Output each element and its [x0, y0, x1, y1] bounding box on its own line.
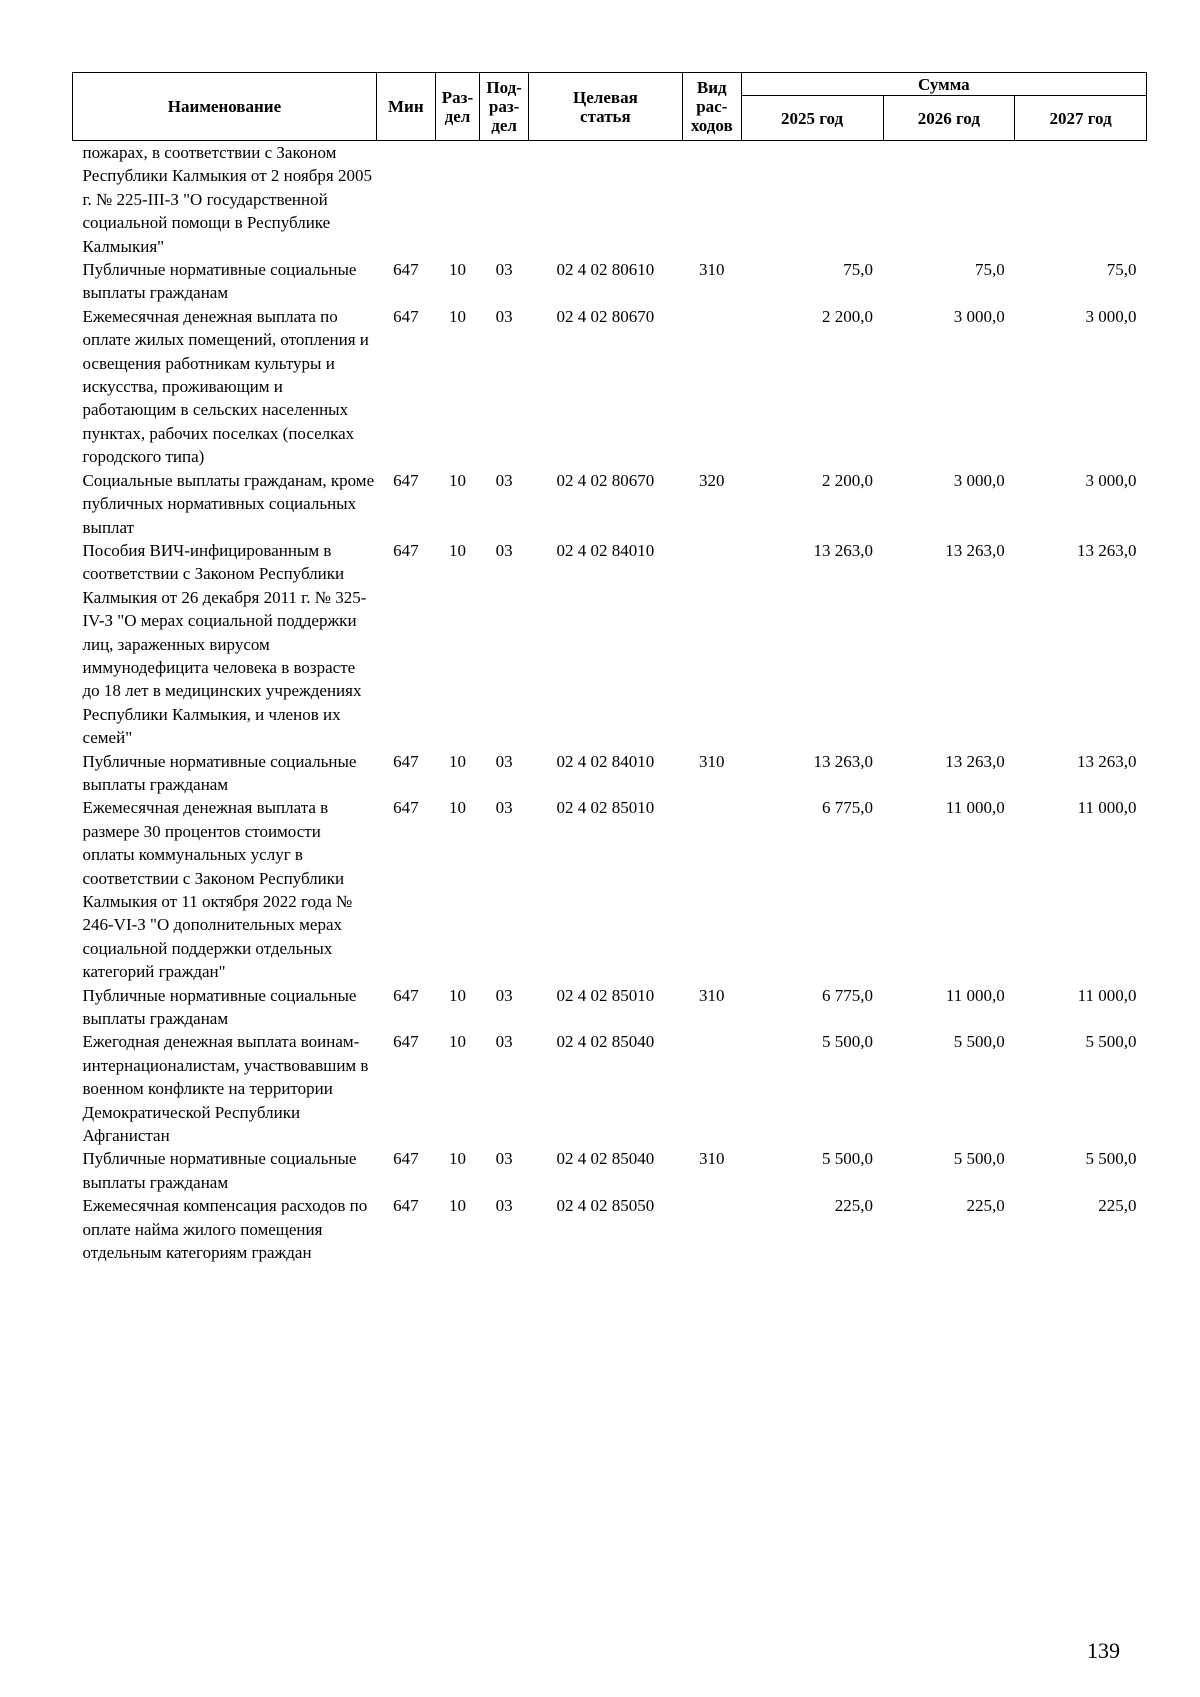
cell-name: Публичные нормативные социальные выплаты гражданам — [82, 985, 357, 1029]
cell-2027: 3 000,0 — [1085, 470, 1137, 490]
cell-vid: 310 — [699, 260, 725, 280]
cell-min: 647 — [393, 1196, 419, 1216]
cell-min — [376, 141, 435, 259]
cell-podrazdel: 03 — [495, 1196, 513, 1216]
cell-razdel: 10 — [448, 1196, 466, 1216]
header-razdel: Раз- дел — [435, 73, 480, 141]
cell-2025: 13 263,0 — [813, 751, 873, 771]
cell-vid: 310 — [699, 985, 725, 1005]
cell-celevaya: 02 4 02 80670 — [556, 470, 655, 490]
cell-2027: 75,0 — [1106, 260, 1137, 280]
header-podrazdel: Под- раз- дел — [480, 73, 529, 141]
cell-2025: 6 775,0 — [822, 985, 873, 1005]
cell-podrazdel: 03 — [495, 306, 513, 326]
cell-2025: 75,0 — [843, 260, 873, 280]
header-name: Наименование — [73, 73, 377, 141]
cell-2027: 13 263,0 — [1077, 751, 1137, 771]
cell-2026: 11 000,0 — [945, 985, 1005, 1005]
cell-name: Публичные нормативные социальные выплаты гражданам — [82, 260, 357, 303]
cell-2026: 13 263,0 — [945, 540, 1005, 560]
cell-2027: 5 500,0 — [1085, 1032, 1137, 1052]
cell-celevaya: 02 4 02 80670 — [556, 306, 655, 326]
header-min: Мин — [376, 73, 435, 141]
cell-2025: 2 200,0 — [822, 306, 873, 326]
cell-razdel: 10 — [448, 985, 466, 1005]
cell-vid: 310 — [699, 751, 725, 771]
header-vid: Вид рас- ходов — [682, 73, 741, 141]
cell-min: 647 — [393, 260, 419, 280]
cell-podrazdel: 03 — [495, 470, 513, 490]
cell-2027: 11 000,0 — [1077, 798, 1137, 818]
cell-name: Ежемесячная денежная выплата в размере 30 процентов стоимости оплаты коммунальных услуг в соответствии с Законом Республики Калмыкия от 11 октября 2022 года № 246-VI-З "О дополнительных мерах социальной поддержки отдельных категорий граждан" — [82, 798, 353, 982]
cell-name: Ежемесячная денежная выплата по оплате жилых помещений, отопления и освещения работникам культуры и искусства, проживающим и работающим в сельских населенных пунктах, рабочих поселках (поселках городского типа) — [82, 306, 369, 467]
header-summa: Сумма — [741, 73, 1146, 96]
cell-2025 — [741, 141, 883, 259]
cell-2027: 225,0 — [1098, 1196, 1137, 1216]
cell-celevaya: 02 4 02 84010 — [556, 540, 655, 560]
cell-vid — [682, 141, 741, 259]
cell-min: 647 — [393, 470, 419, 490]
cell-vid — [682, 1030, 741, 1147]
cell-min: 647 — [393, 798, 419, 818]
cell-podrazdel: 03 — [495, 540, 513, 560]
cell-2027: 13 263,0 — [1077, 540, 1137, 560]
cell-2026 — [883, 141, 1015, 259]
cell-celevaya: 02 4 02 85050 — [556, 1196, 655, 1216]
cell-2026: 225,0 — [966, 1196, 1005, 1216]
table-row — [73, 984, 1147, 1031]
cell-vid: 310 — [699, 1149, 725, 1169]
cell-podrazdel — [480, 141, 529, 259]
cell-2025: 6 775,0 — [822, 798, 873, 818]
cell-name: Социальные выплаты гражданам, кроме публичных нормативных социальных выплат — [82, 470, 375, 537]
cell-razdel: 10 — [448, 306, 466, 326]
table-body — [73, 141, 1147, 1265]
page-number: 139 — [1087, 1638, 1120, 1663]
table-row — [73, 796, 1147, 983]
cell-celevaya: 02 4 02 85010 — [556, 798, 655, 818]
table-row — [73, 258, 1147, 305]
cell-podrazdel: 03 — [495, 1032, 513, 1052]
cell-vid — [682, 796, 741, 983]
cell-min: 647 — [393, 985, 419, 1005]
cell-2027 — [1015, 141, 1147, 259]
cell-2027: 3 000,0 — [1085, 306, 1137, 326]
cell-razdel: 10 — [448, 540, 466, 560]
cell-razdel: 10 — [448, 798, 466, 818]
cell-razdel: 10 — [448, 260, 466, 280]
cell-vid — [682, 539, 741, 750]
cell-celevaya: 02 4 02 80610 — [556, 260, 655, 280]
cell-celevaya: 02 4 02 84010 — [556, 751, 655, 771]
cell-2026: 5 500,0 — [953, 1032, 1005, 1052]
table-header — [73, 73, 1147, 141]
cell-min: 647 — [393, 1032, 419, 1052]
cell-name: Ежемесячная компенсация расходов по оплате найма жилого помещения отдельным категориям граждан — [82, 1196, 368, 1263]
cell-min: 647 — [393, 540, 419, 560]
cell-name: Публичные нормативные социальные выплаты гражданам — [82, 1149, 357, 1192]
cell-podrazdel: 03 — [495, 798, 513, 818]
cell-2026: 3 000,0 — [953, 306, 1005, 326]
cell-razdel: 10 — [448, 470, 466, 490]
cell-2026: 75,0 — [974, 260, 1005, 280]
cell-razdel: 10 — [448, 751, 466, 771]
cell-name: Пособия ВИЧ-инфицированным в соответствии с Законом Республики Калмыкия от 26 декабря 2011 г. № 325-IV-З "О мерах социальной поддержки лиц, зараженных вирусом иммунодефицита человека в возрасте до 18 лет в медицинских учреждениях Республики Калмыкия, и членов их семей" — [82, 540, 367, 748]
cell-name: Публичные нормативные социальные выплаты гражданам — [82, 751, 357, 794]
cell-2026: 3 000,0 — [953, 470, 1005, 490]
header-year-2025: 2025 год — [741, 96, 883, 141]
cell-razdel: 10 — [448, 1032, 466, 1052]
table-row — [73, 750, 1147, 797]
cell-podrazdel: 03 — [495, 751, 513, 771]
cell-vid — [682, 1194, 741, 1264]
cell-name: Ежегодная денежная выплата воинам-интернационалистам, участвовавшим в военном конфликте на территории Демократической Республики Афганистан — [82, 1032, 369, 1146]
cell-celevaya: 02 4 02 85040 — [556, 1149, 655, 1169]
header-year-2027: 2027 год — [1015, 96, 1147, 141]
cell-2027: 11 000,0 — [1077, 985, 1137, 1005]
cell-2025: 5 500,0 — [822, 1032, 873, 1052]
cell-razdel: 10 — [448, 1149, 466, 1169]
cell-vid — [682, 305, 741, 469]
table-row — [73, 1147, 1147, 1194]
table-row — [73, 141, 1147, 259]
table-row — [73, 539, 1147, 750]
cell-min: 647 — [393, 1149, 419, 1169]
cell-name: пожарах, в соответствии с Законом Республики Калмыкия от 2 ноября 2005 г. № 225-III-З "О государственной социальной помощи в Республике Калмыкия" — [82, 143, 372, 256]
cell-podrazdel: 03 — [495, 1149, 513, 1169]
cell-2025: 13 263,0 — [813, 540, 873, 560]
cell-podrazdel: 03 — [495, 260, 513, 280]
cell-2025: 5 500,0 — [822, 1149, 873, 1169]
cell-2026: 11 000,0 — [945, 798, 1005, 818]
cell-min: 647 — [393, 306, 419, 326]
cell-celevaya: 02 4 02 85010 — [556, 985, 655, 1005]
cell-2026: 13 263,0 — [945, 751, 1005, 771]
cell-vid: 320 — [699, 470, 725, 490]
cell-min: 647 — [393, 751, 419, 771]
header-celevaya: Целевая статья — [528, 73, 682, 141]
table-row — [73, 469, 1147, 539]
cell-2027: 5 500,0 — [1085, 1149, 1137, 1169]
table-row — [73, 305, 1147, 469]
table-row — [73, 1194, 1147, 1264]
cell-2025: 225,0 — [834, 1196, 873, 1216]
cell-2026: 5 500,0 — [953, 1149, 1005, 1169]
cell-celevaya — [528, 141, 682, 259]
budget-table — [72, 72, 1147, 1265]
cell-celevaya: 02 4 02 85040 — [556, 1032, 655, 1052]
cell-2025: 2 200,0 — [822, 470, 873, 490]
cell-podrazdel: 03 — [495, 985, 513, 1005]
header-year-2026: 2026 год — [883, 96, 1015, 141]
cell-razdel — [435, 141, 480, 259]
table-row — [73, 1030, 1147, 1147]
